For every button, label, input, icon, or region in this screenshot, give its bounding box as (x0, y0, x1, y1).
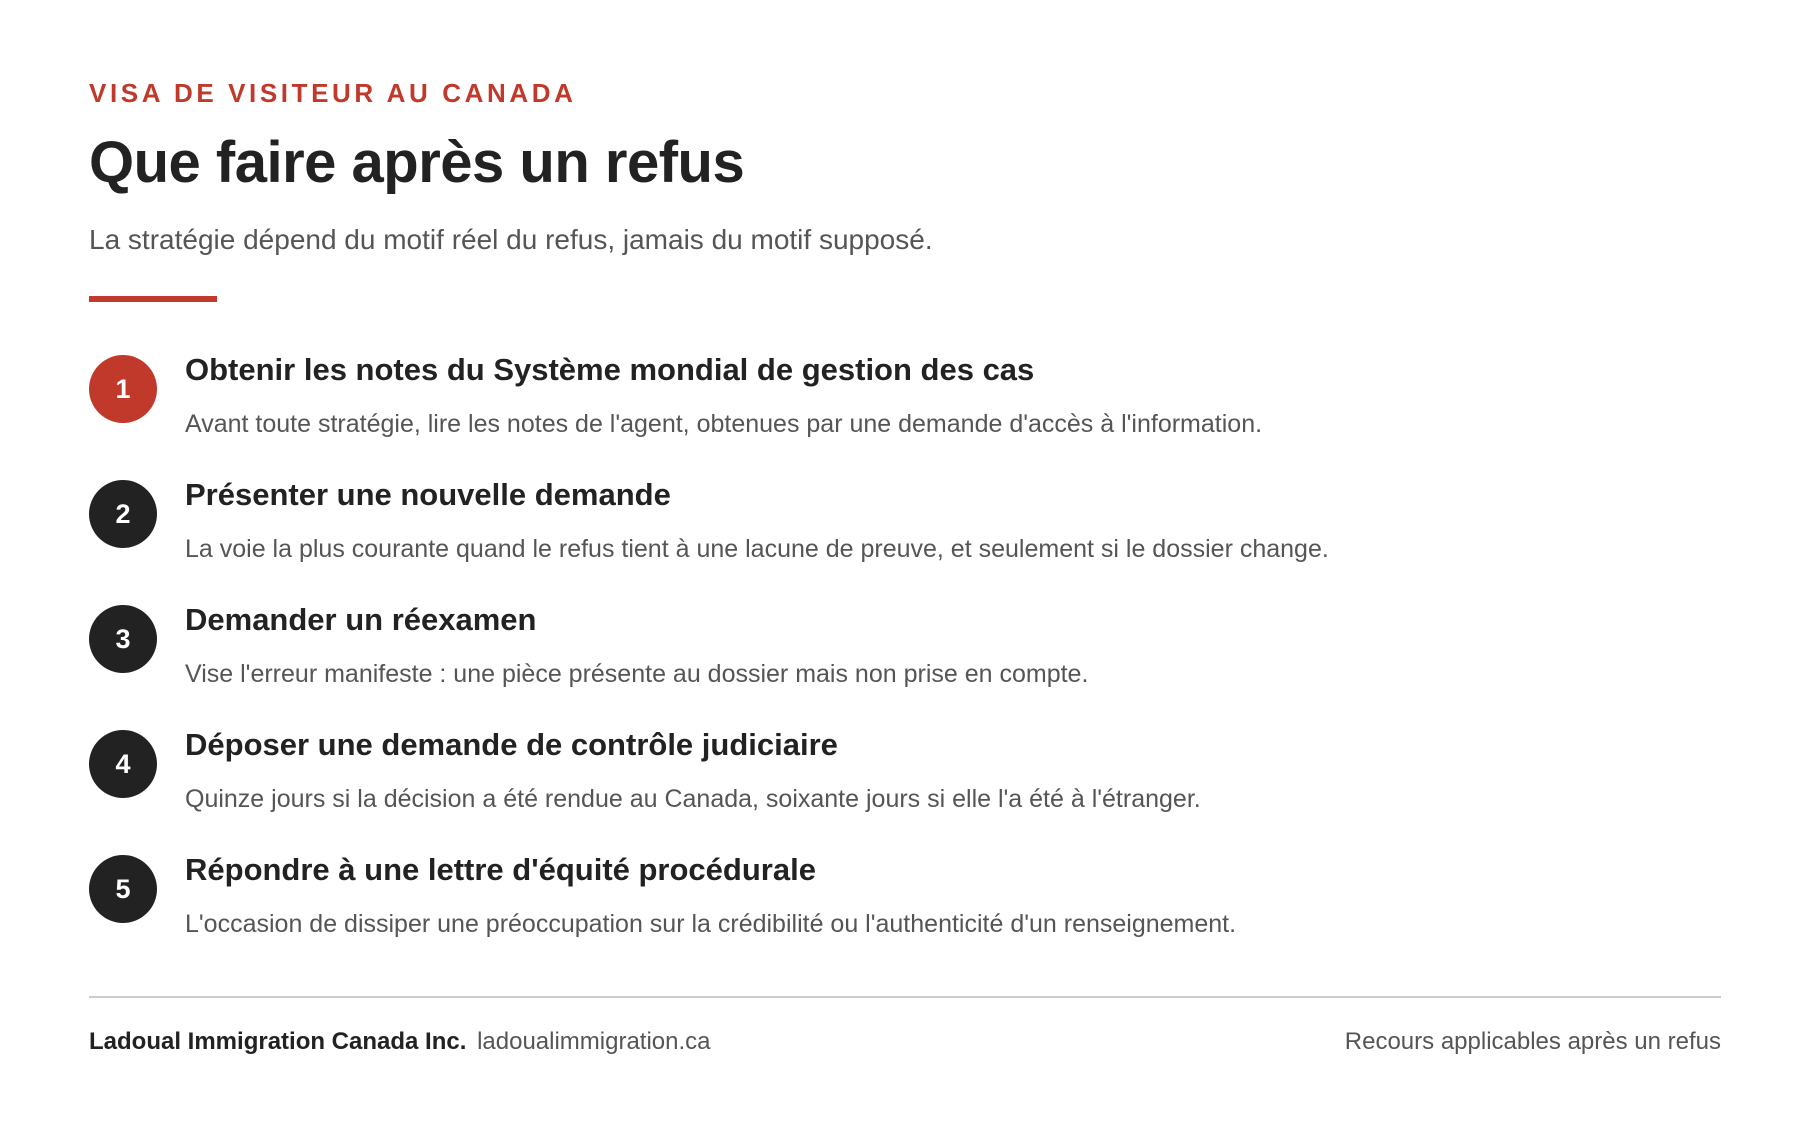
step-number-badge: 5 (89, 855, 157, 923)
step-description: La voie la plus courante quand le refus tient à une lacune de preuve, et seulement si le dossier change. (185, 535, 1329, 563)
step-title: Demander un réexamen (185, 602, 537, 637)
footer-note: Recours applicables après un refus (1344, 1028, 1721, 1055)
footer-divider (89, 996, 1721, 998)
steps-list (89, 352, 1721, 980)
step-description: Quinze jours si la décision a été rendue au Canada, soixante jours si elle l'a été à l'étranger. (185, 785, 1201, 813)
eyebrow-label: VISA DE VISITEUR AU CANADA (89, 78, 577, 108)
step-title: Déposer une demande de contrôle judiciaire (185, 727, 838, 762)
step-item-3 (89, 602, 1721, 730)
step-title: Obtenir les notes du Système mondial de gestion des cas (185, 352, 1035, 387)
footer-branding (89, 1028, 711, 1056)
page-subtitle: La stratégie dépend du motif réel du refus, jamais du motif supposé. (89, 224, 933, 255)
step-item-1 (89, 352, 1721, 480)
step-item-2 (89, 477, 1721, 605)
step-number-badge: 2 (89, 480, 157, 548)
website-text: ladoualimmigration.ca (477, 1028, 711, 1055)
company-name: Ladoual Immigration Canada Inc. (89, 1028, 467, 1055)
step-title: Répondre à une lettre d'équité procédurale (185, 852, 816, 887)
step-item-4 (89, 727, 1721, 855)
step-title: Présenter une nouvelle demande (185, 477, 671, 512)
page-title: Que faire après un refus (89, 130, 745, 195)
step-number-badge: 4 (89, 730, 157, 798)
accent-divider (89, 296, 217, 302)
step-number-badge: 3 (89, 605, 157, 673)
step-description: Vise l'erreur manifeste : une pièce présente au dossier mais non prise en compte. (185, 660, 1089, 688)
step-number-badge: 1 (89, 355, 157, 423)
document-page (89, 0, 1721, 1126)
step-description: Avant toute stratégie, lire les notes de l'agent, obtenues par une demande d'accès à l'information. (185, 410, 1263, 438)
step-item-5 (89, 852, 1721, 980)
step-description: L'occasion de dissiper une préoccupation sur la crédibilité ou l'authenticité d'un renseignement. (185, 910, 1237, 938)
